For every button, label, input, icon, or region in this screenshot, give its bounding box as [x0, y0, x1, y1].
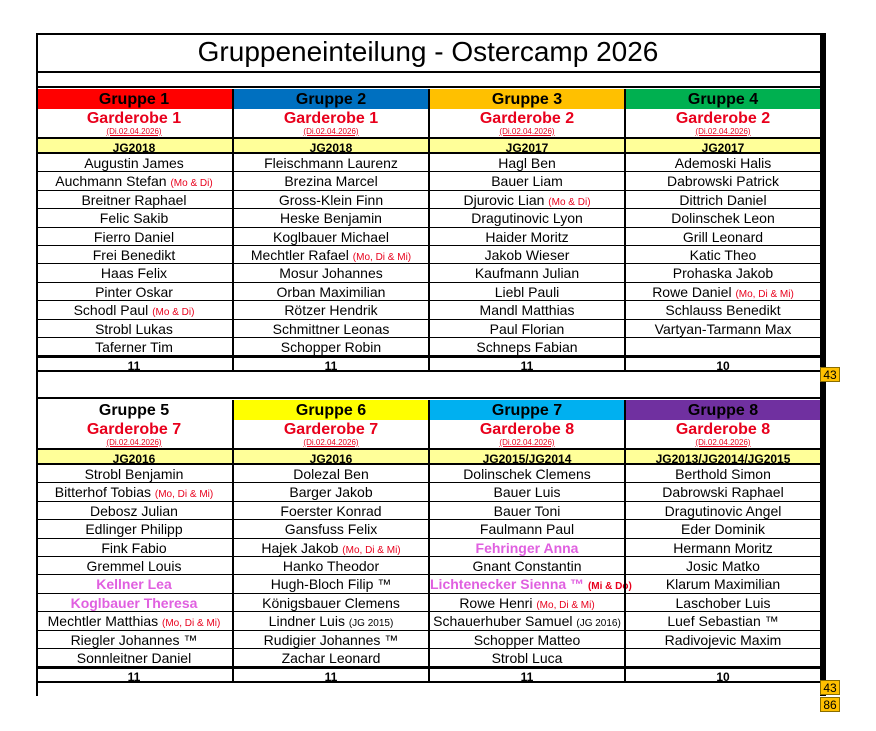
member-name: Schmittner Leonas: [272, 320, 390, 337]
member-name: Koglbauer Michael: [273, 228, 389, 245]
member-name: Faulmann Paul: [479, 521, 575, 538]
member-name: Bauer Luis: [493, 484, 561, 501]
member-name: Lindner Luis: [268, 613, 345, 630]
group-column: [36, 89, 232, 372]
member-name: Kellner Lea: [96, 576, 172, 593]
member-name: Katic Theo: [689, 246, 757, 263]
member-name: Schauerhuber Samuel: [433, 613, 573, 630]
garderobe-label: Garderobe 8: [675, 421, 771, 438]
garderobe-date: (Di.02.04.2026): [303, 438, 359, 447]
birth-year-label: JG2016: [234, 448, 428, 465]
member-name: Strobl Luca: [491, 649, 563, 666]
member-name: Riegler Johannes ™: [70, 631, 198, 648]
member-name: Schopper Robin: [280, 338, 382, 355]
member-row: [234, 594, 428, 612]
member-row: [626, 649, 820, 667]
garderobe-label: Garderobe 7: [86, 421, 182, 438]
member-row: [234, 649, 428, 667]
member-row: [36, 338, 232, 356]
member-note: (Mo, Di & Mi): [735, 288, 794, 300]
member-name: Gnant Constantin: [472, 557, 582, 574]
member-row: [234, 209, 428, 227]
garderobe-date: (Di.02.04.2026): [106, 438, 162, 447]
member-row: [36, 539, 232, 557]
member-row: [626, 557, 820, 575]
member-row: [430, 502, 624, 520]
member-name: Ademoski Halis: [674, 155, 772, 171]
group-header: Gruppe 5: [36, 400, 232, 420]
member-name: Dolezal Ben: [293, 466, 369, 482]
group-count: 11: [430, 667, 624, 683]
member-name: Gross-Klein Finn: [278, 191, 384, 208]
left-border: [36, 33, 38, 696]
member-row: [234, 264, 428, 282]
member-name: Fierro Daniel: [93, 228, 175, 245]
member-row: [430, 557, 624, 575]
member-row: [430, 191, 624, 209]
member-row: [430, 631, 624, 649]
member-name: Dabrowski Patrick: [666, 173, 780, 190]
block1-total: 43: [820, 367, 840, 382]
garderobe-date: (Di.02.04.2026): [303, 127, 359, 136]
member-row: [430, 649, 624, 667]
member-row: [234, 228, 428, 246]
group-column: [36, 400, 232, 683]
member-row: [234, 246, 428, 264]
member-name: Klarum Maximilian: [665, 576, 781, 593]
member-name: Königsbauer Clemens: [262, 594, 400, 611]
member-name: Orban Maximilian: [276, 283, 386, 300]
member-row: [36, 209, 232, 227]
member-name: Mosur Johannes: [279, 265, 383, 282]
group-column: [232, 400, 428, 683]
member-name: Strobl Benjamin: [84, 466, 184, 482]
member-name: Dragutinovic Lyon: [471, 210, 583, 227]
member-name: Grill Leonard: [682, 228, 764, 245]
member-row: [430, 520, 624, 538]
birth-year-label: JG2016: [36, 448, 232, 465]
member-name: Kaufmann Julian: [474, 265, 580, 282]
member-row: [430, 209, 624, 227]
member-name: Dabrowski Raphael: [662, 484, 784, 501]
member-row: [626, 483, 820, 501]
member-name: Auchmann Stefan: [55, 173, 167, 190]
member-note: (Mo, Di & Mi): [536, 599, 595, 611]
member-name: Foerster Konrad: [280, 502, 382, 519]
member-name: Schneps Fabian: [476, 338, 578, 355]
member-row: [626, 465, 820, 483]
birth-year-label: JG2018: [234, 137, 428, 154]
member-row: [626, 228, 820, 246]
garderobe-date: (Di.02.04.2026): [106, 127, 162, 136]
member-row: [626, 612, 820, 630]
member-name: Augustin James: [84, 155, 184, 171]
member-name: Rowe Henri: [459, 594, 533, 611]
member-name: Bitterhof Tobias: [54, 484, 151, 501]
member-row: [626, 594, 820, 612]
member-row: [234, 172, 428, 190]
member-name: Koglbauer Theresa: [70, 594, 198, 611]
member-row: [626, 283, 820, 301]
member-row: [430, 338, 624, 356]
group-count: 11: [36, 667, 232, 683]
group-header: Gruppe 1: [36, 89, 232, 109]
member-row: [430, 228, 624, 246]
member-name: Breitner Raphael: [81, 191, 187, 208]
member-row: [626, 320, 820, 338]
member-row: [234, 154, 428, 172]
member-row: [430, 612, 624, 630]
member-row: [626, 154, 820, 172]
member-name: Jakob Wieser: [484, 246, 570, 263]
member-note: (Mo, Di & Mi): [352, 251, 412, 263]
member-row: [36, 520, 232, 538]
member-name: Fehringer Anna: [475, 539, 579, 556]
member-name: Vartyan-Tarmann Max: [654, 320, 792, 337]
member-row: [234, 465, 428, 483]
member-name: Schopper Matteo: [473, 631, 581, 648]
member-note: (Mi & Do): [587, 581, 632, 593]
member-name: Mandl Matthias: [479, 302, 575, 319]
member-name: Rudigier Johannes ™: [263, 631, 399, 648]
member-name: Josic Matko: [686, 557, 760, 574]
member-row: [430, 539, 624, 557]
member-name: Laschober Luis: [675, 594, 771, 611]
garderobe-date: (Di.02.04.2026): [695, 438, 751, 447]
group-header: Gruppe 4: [626, 89, 820, 109]
member-name: Pinter Oskar: [95, 283, 173, 300]
member-row: [430, 154, 624, 172]
member-row: [234, 483, 428, 501]
member-row: [234, 575, 428, 593]
member-row: [234, 539, 428, 557]
member-name: Dolinschek Clemens: [463, 466, 591, 482]
member-name: Rötzer Hendrik: [284, 302, 378, 319]
member-row: [36, 649, 232, 667]
birth-year-label: JG2013/JG2014/JG2015: [626, 448, 820, 465]
member-name: Gremmel Louis: [86, 557, 182, 574]
member-name: Heske Benjamin: [280, 210, 382, 227]
member-name: Djurovic Lian: [463, 191, 545, 208]
member-row: [36, 301, 232, 319]
member-row: [626, 575, 820, 593]
member-note: (Mo & Di): [170, 178, 213, 190]
group-count: 11: [36, 356, 232, 372]
block2-top-border: [36, 397, 820, 399]
member-name: Radivojevic Maxim: [664, 631, 782, 648]
birth-year-label: JG2017: [626, 137, 820, 154]
garderobe-label: Garderobe 1: [283, 110, 379, 127]
member-row: [36, 465, 232, 483]
member-note: (Mo & Di): [548, 196, 591, 208]
block1-top-border: [36, 86, 820, 88]
member-row: [430, 465, 624, 483]
group-column: [428, 400, 632, 685]
member-row: [626, 539, 820, 557]
member-row: [430, 301, 624, 319]
member-row: [36, 594, 232, 612]
title-divider: [36, 71, 820, 73]
member-row: [626, 264, 820, 282]
group-column: [232, 89, 428, 372]
member-name: Dittrich Daniel: [679, 191, 767, 208]
member-name: Paul Florian: [489, 320, 565, 337]
member-name: Haas Felix: [100, 265, 168, 282]
member-row: [626, 191, 820, 209]
member-name: Prohaska Jakob: [672, 265, 774, 282]
group-header: Gruppe 7: [430, 400, 624, 420]
member-row: [626, 502, 820, 520]
member-row: [36, 631, 232, 649]
member-name: Bauer Liam: [491, 173, 563, 190]
member-name: Dragutinovic Angel: [664, 502, 782, 519]
member-name: Edlinger Philipp: [85, 521, 183, 538]
member-row: [430, 575, 632, 593]
group-header: Gruppe 6: [234, 400, 428, 420]
member-row: [626, 172, 820, 190]
member-row: [234, 557, 428, 575]
member-name: Rowe Daniel: [652, 283, 732, 300]
member-row: [234, 301, 428, 319]
member-row: [430, 320, 624, 338]
birth-year-label: JG2018: [36, 137, 232, 154]
member-row: [234, 520, 428, 538]
member-row: [36, 575, 232, 593]
member-name: Barger Jakob: [289, 484, 373, 501]
group-column: [624, 89, 820, 372]
member-row: [430, 246, 624, 264]
member-row: [234, 631, 428, 649]
member-name: Dolinschek Leon: [671, 210, 775, 227]
member-row: [626, 631, 820, 649]
group-header: Gruppe 3: [430, 89, 624, 109]
member-row: [36, 612, 232, 630]
member-name: Hagl Ben: [498, 155, 556, 171]
member-row: [430, 172, 624, 190]
member-name: Felic Sakib: [99, 210, 169, 227]
group-grid: [36, 89, 820, 372]
member-name: Liebl Pauli: [494, 283, 560, 300]
member-row: [234, 502, 428, 520]
group-grid: [36, 400, 820, 683]
member-row: [36, 154, 232, 172]
member-row: [36, 172, 232, 190]
garderobe-label: Garderobe 2: [479, 110, 575, 127]
member-row: [234, 338, 428, 356]
member-name: Mechtler Matthias: [47, 613, 159, 630]
member-row: [626, 301, 820, 319]
member-name: Gansfuss Felix: [284, 521, 378, 538]
member-name: Eder Dominik: [680, 521, 766, 538]
member-name: Debosz Julian: [90, 502, 178, 519]
member-row: [626, 520, 820, 538]
member-row: [36, 483, 232, 501]
garderobe-date: (Di.02.04.2026): [499, 127, 555, 136]
member-note: (Mo & Di): [152, 307, 195, 319]
member-row: [36, 283, 232, 301]
member-name: Fleischmann Laurenz: [264, 155, 398, 171]
member-row: [36, 228, 232, 246]
birth-year-label: JG2015/JG2014: [430, 448, 624, 465]
member-name: Hanko Theodor: [282, 557, 380, 574]
group-header: Gruppe 2: [234, 89, 428, 109]
member-name: Brezina Marcel: [284, 173, 378, 190]
garderobe-date: (Di.02.04.2026): [695, 127, 751, 136]
member-name: Mechtler Rafael: [250, 246, 349, 263]
member-name: Haider Moritz: [485, 228, 569, 245]
member-name: Bauer Toni: [493, 502, 561, 519]
birth-year-label: JG2017: [430, 137, 624, 154]
group-column: [624, 400, 820, 683]
member-note: (Mo, Di & Mi): [154, 489, 214, 501]
member-row: [36, 191, 232, 209]
right-border: [820, 33, 826, 696]
member-name: Frei Benedikt: [92, 246, 176, 263]
member-name: Taferner Tim: [95, 338, 173, 355]
member-row: [626, 209, 820, 227]
member-name: Zachar Leonard: [281, 649, 381, 666]
garderobe-label: Garderobe 8: [479, 421, 575, 438]
member-row: [234, 191, 428, 209]
member-row: [234, 612, 428, 630]
grand-total: 86: [820, 697, 840, 712]
member-name: Hugh-Bloch Filip ™: [270, 576, 392, 593]
member-row: [36, 320, 232, 338]
member-row: [430, 594, 624, 612]
member-row: [626, 246, 820, 264]
member-note: (Mo, Di & Mi): [162, 618, 221, 630]
group-count: 10: [626, 667, 820, 683]
group-count: 11: [234, 356, 428, 372]
member-name: Hajek Jakob: [261, 539, 339, 556]
member-row: [430, 264, 624, 282]
member-row: [36, 502, 232, 520]
member-row: [234, 283, 428, 301]
member-name: Lichtenecker Sienna ™: [430, 576, 585, 593]
group-column: [428, 89, 624, 372]
group-count: 10: [626, 356, 820, 372]
page-title: Gruppeneinteilung - Ostercamp 2026: [197, 36, 659, 67]
member-note: (JG 2016): [576, 618, 621, 630]
member-name: Luef Sebastian ™: [667, 613, 779, 630]
member-row: [36, 557, 232, 575]
member-note: (JG 2015): [348, 618, 394, 630]
member-name: Hermann Moritz: [673, 539, 773, 556]
garderobe-label: Garderobe 7: [283, 421, 379, 438]
garderobe-date: (Di.02.04.2026): [499, 438, 555, 447]
garderobe-label: Garderobe 1: [86, 110, 182, 127]
member-note: (Mo, Di & Mi): [342, 544, 401, 556]
group-count: 11: [430, 356, 624, 372]
member-name: Sonnleitner Daniel: [76, 649, 192, 666]
member-name: Strobl Lukas: [95, 320, 173, 337]
member-row: [430, 483, 624, 501]
member-row: [36, 264, 232, 282]
garderobe-label: Garderobe 2: [675, 110, 771, 127]
group-count: 11: [234, 667, 428, 683]
member-row: [626, 338, 820, 356]
member-name: Schlauss Benedikt: [665, 302, 781, 319]
block2-total: 43: [820, 680, 840, 695]
member-row: [430, 283, 624, 301]
group-header: Gruppe 8: [626, 400, 820, 420]
member-row: [36, 246, 232, 264]
member-name: Schodl Paul: [73, 302, 149, 319]
member-name: Berthold Simon: [675, 466, 771, 482]
member-name: Fink Fabio: [101, 539, 167, 556]
member-row: [234, 320, 428, 338]
